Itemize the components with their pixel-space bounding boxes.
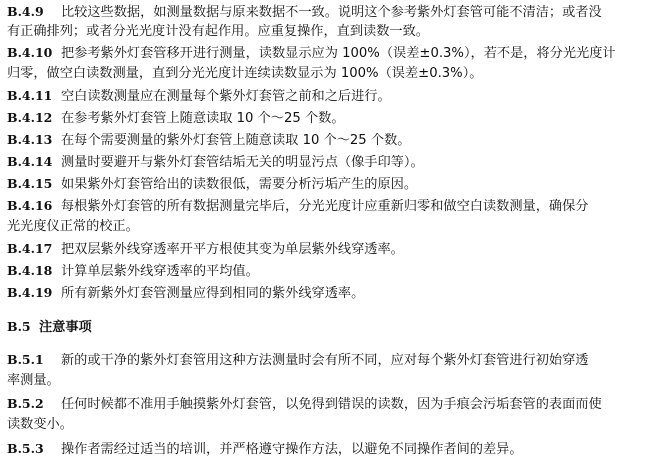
clause-number: B.4.16	[7, 198, 53, 213]
clause-text: 空白读数测量应在测量每个紫外灯套管之前和之后进行。	[61, 89, 391, 104]
clause-text: 操作者需经过适当的培训，并严格遵守操作方法，以避免不同操作者间的差异。	[61, 442, 523, 457]
clause-text: 把参考紫外灯套管移开进行测量，读数显示应为 100%（误差±0.3%），若不是，将分光光度计	[61, 46, 616, 61]
clause-number: B.4.15	[7, 176, 53, 191]
clause-b-4-16	[7, 197, 655, 216]
clause-number: B.4.13	[7, 132, 53, 147]
clause-b-5-3	[7, 440, 655, 459]
clause-text: 归零，做空白读数测量，直到分光光度计连续读数显示为 100%（误差±0.3%）。	[7, 66, 483, 81]
clause-b-4-15	[7, 175, 655, 194]
clause-b-4-17	[7, 240, 655, 259]
clause-text: 如果紫外灯套管给出的读数很低，需要分析污垢产生的原因。	[61, 177, 418, 192]
clause-b-4-19	[7, 284, 655, 303]
clause-b-4-12	[7, 109, 655, 128]
clause-number: B.4.17	[7, 241, 53, 256]
clause-b-4-9-continuation	[7, 23, 655, 41]
clause-b-5-2	[7, 395, 655, 414]
clause-b-5-1-continuation	[7, 372, 655, 390]
clause-number: B.4.12	[7, 110, 53, 125]
clause-number: B.5.1	[7, 352, 44, 367]
clause-b-4-13	[7, 131, 655, 150]
clause-number: B.4.19	[7, 285, 53, 300]
clause-b-4-10-continuation	[7, 65, 655, 83]
clause-b-5-1	[7, 351, 655, 370]
clause-text: 比较这些数据，如测量数据与原来数据不一致。说明这个参考紫外灯套管可能不清洁；或者没	[61, 5, 602, 20]
clause-text: 在每个需要测量的紫外灯套管上随意读取 10 个～25 个数。	[61, 133, 411, 148]
clause-b-4-11	[7, 87, 655, 106]
clause-b-4-10	[7, 44, 655, 63]
clause-b-4-14	[7, 153, 655, 172]
clause-number: B.4.11	[7, 88, 53, 103]
clause-number: B.4.14	[7, 154, 53, 169]
clause-text: 率测量。	[7, 373, 60, 388]
clause-text: 新的或干净的紫外灯套管用这种方法测量时会有所不同，应对每个紫外灯套管进行初始穿透	[61, 353, 589, 368]
clause-b-4-9	[7, 3, 655, 22]
clause-text: 每根紫外灯套管的所有数据测量完毕后，分光光度计应重新归零和做空白读数测量，确保分	[61, 199, 589, 214]
clause-text: 计算单层紫外线穿透率的平均值。	[61, 264, 259, 279]
clause-b-5-2-continuation	[7, 416, 655, 434]
clause-text: 有正确排列；或者分光光度计没有起作用。应重复操作，直到读数一致。	[7, 24, 429, 39]
section-heading	[7, 318, 655, 337]
clause-text: 在参考紫外灯套管上随意读取 10 个～25 个数。	[61, 111, 345, 126]
clause-number: B.5.2	[7, 396, 44, 411]
clause-number: B.4.9	[7, 4, 44, 19]
clause-text: 把双层紫外线穿透率开平方根使其变为单层紫外线穿透率。	[61, 242, 404, 257]
clause-b-4-16-continuation	[7, 218, 655, 236]
clause-number: B.4.10	[7, 45, 53, 60]
clause-number: B.5.3	[7, 441, 44, 456]
clause-b-4-18	[7, 262, 655, 281]
clause-number: B.4.18	[7, 263, 53, 278]
clause-text: 读数变小。	[7, 417, 73, 432]
section-title: 注意事项	[39, 320, 92, 335]
clause-text: 所有新紫外灯套管测量应得到相同的紫外线穿透率。	[61, 286, 365, 301]
clause-text: 光光度仪正常的校正。	[7, 219, 139, 234]
clause-text: 任何时候都不准用手触摸紫外灯套管，以免得到错误的读数，因为手痕会污垢套管的表面而使	[61, 397, 602, 412]
clause-text: 测量时要避开与紫外灯套管结垢无关的明显污点（像手印等）。	[61, 155, 424, 170]
section-number: B.5	[7, 319, 31, 334]
